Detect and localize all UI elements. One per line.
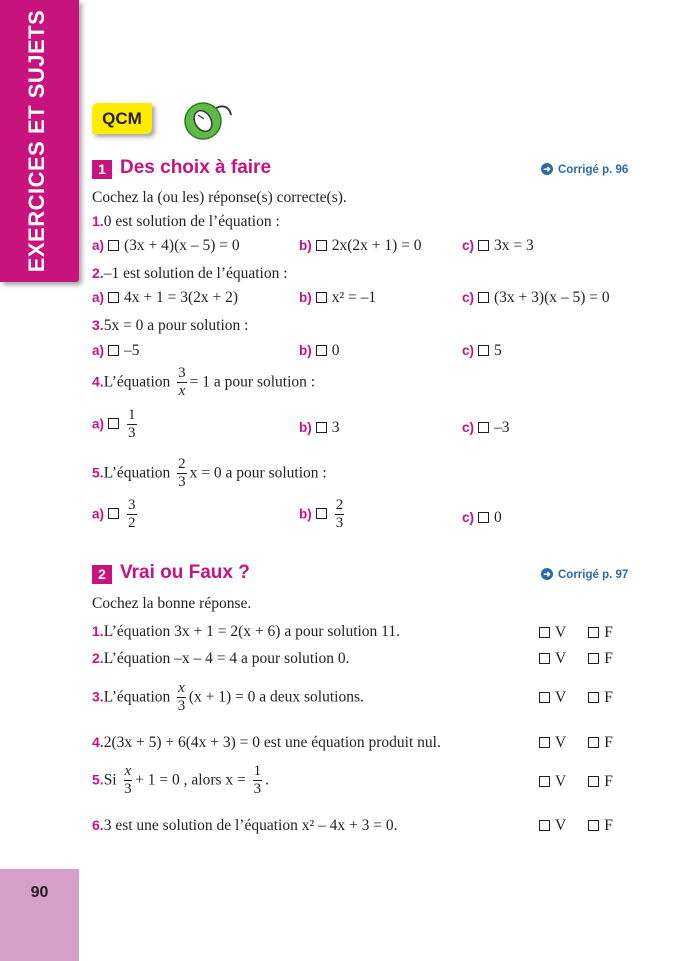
exercise-2-instruction: Cochez la bonne réponse.	[92, 595, 252, 612]
corrige-label: Corrigé p. 96	[558, 164, 629, 177]
checkbox[interactable]	[478, 422, 489, 433]
option-4b[interactable]: b) 3	[299, 419, 340, 436]
exercise-2-corrige-link[interactable]	[541, 569, 628, 581]
question-text: –1 est solution de l’équation :	[103, 265, 288, 282]
vf-row-6: V F	[535, 817, 613, 835]
checkbox[interactable]	[478, 292, 489, 303]
fraction: $\frac{x}{3}$	[124, 763, 132, 798]
checkbox[interactable]	[316, 345, 327, 356]
option-2a[interactable]: a) 4x + 1 = 3(2x + 2)	[92, 289, 239, 306]
option-text: –5	[124, 342, 140, 359]
option-2c[interactable]: c) (3x + 3)(x – 5) = 0	[462, 289, 610, 306]
statement-text: Si	[103, 771, 117, 789]
fraction: $\frac{2}{3}$	[178, 456, 186, 491]
fraction: $\frac{3}{2}$	[128, 497, 136, 532]
fraction: $\frac{3}{x}$	[178, 365, 186, 400]
true-checkbox[interactable]	[539, 737, 550, 748]
option-5c[interactable]: c) 0	[462, 509, 502, 526]
option-text: x² = –1	[331, 289, 377, 306]
statement-text: 2(3x + 5) + 6(4x + 3) = 0 est une équation produit nul.	[103, 734, 441, 751]
checkbox[interactable]	[316, 240, 327, 251]
statement-text: L’équation –x – 4 = 4 a pour solution 0.	[103, 650, 350, 667]
section-title: EXERCICES ET SUJETS	[24, 9, 49, 273]
vf-row-2: V F	[535, 650, 613, 668]
checkbox[interactable]	[316, 422, 327, 433]
true-checkbox[interactable]	[539, 653, 550, 664]
arrow-right-icon: ➜	[541, 163, 553, 175]
option-3c[interactable]: c) 5	[462, 342, 502, 359]
section-sidebar	[0, 0, 79, 282]
statement-4: 4.2(3x + 5) + 6(4x + 3) = 0 est une équation produit nul.	[92, 734, 441, 751]
page-number-bar	[0, 869, 79, 961]
checkbox[interactable]	[478, 240, 489, 251]
false-checkbox[interactable]	[588, 737, 599, 748]
true-checkbox[interactable]	[539, 627, 550, 638]
statement-text: 3 est une solution de l’équation x² – 4x + 3 = 0.	[103, 817, 398, 834]
exercise-1-instruction: Cochez la (ou les) réponse(s) correcte(s).	[92, 189, 347, 206]
question-number: 4.	[92, 373, 104, 390]
question-text: 0 est solution de l’équation :	[103, 213, 280, 230]
question-text-end: x = 0 a pour solution :	[189, 464, 327, 482]
checkbox[interactable]	[108, 418, 119, 429]
fraction: $\frac{1}{3}$	[253, 763, 262, 798]
vf-row-4: V F	[535, 734, 613, 752]
option-text: –3	[494, 419, 510, 436]
page-number: 90	[30, 884, 49, 901]
false-checkbox[interactable]	[588, 692, 599, 703]
question-3	[92, 317, 248, 335]
exercise-1-title: Des choix à faire	[120, 157, 272, 178]
question-1	[92, 213, 280, 231]
checkbox[interactable]	[478, 345, 489, 356]
question-number: 2.	[92, 265, 104, 281]
exercise-1-corrige-link[interactable]	[541, 164, 628, 176]
option-text: 0	[331, 342, 340, 359]
true-checkbox[interactable]	[539, 692, 550, 703]
true-checkbox[interactable]	[539, 820, 550, 831]
question-text: L’équation	[103, 464, 171, 482]
statement-2: 2.L’équation –x – 4 = 4 a pour solution 0.	[92, 650, 350, 667]
qcm-tag	[92, 103, 152, 134]
option-text: 4x + 1 = 3(2x + 2)	[124, 289, 239, 306]
statement-6: 6.3 est une solution de l’équation x² – 4x + 3 = 0.	[92, 817, 398, 834]
question-number: 1.	[92, 213, 104, 229]
statement-5: 5.Si $\frac{x}{3}$ + 1 = 0 , alors x = $\frac{1}{3}$ .	[92, 763, 270, 798]
false-checkbox[interactable]	[588, 820, 599, 831]
checkbox[interactable]	[108, 345, 119, 356]
question-number: 3.	[92, 317, 104, 333]
option-text: 3	[331, 419, 340, 436]
false-checkbox[interactable]	[588, 627, 599, 638]
question-text-end: = 1 a pour solution :	[189, 373, 316, 391]
option-text: 2x(2x + 1) = 0	[331, 237, 422, 254]
arrow-right-icon: ➜	[541, 568, 553, 580]
statement-text-end: (x + 1) = 0 a deux solutions.	[188, 688, 364, 706]
vf-row-1: V F	[535, 624, 613, 642]
option-2b[interactable]: b) x² = –1	[299, 289, 377, 306]
fraction: $\frac{1}{3}$	[128, 407, 136, 442]
fraction: $\frac{x}{3}$	[177, 680, 186, 715]
checkbox[interactable]	[108, 508, 119, 519]
exercise-2-badge: 2	[92, 565, 112, 584]
option-text: (3x + 4)(x – 5) = 0	[124, 237, 240, 254]
true-checkbox[interactable]	[539, 776, 550, 787]
question-2	[92, 265, 288, 283]
fraction: $\frac{2}{3}$	[335, 497, 344, 532]
question-text: L’équation	[103, 373, 171, 391]
option-5b[interactable]: b) $\frac{2}{3}$	[299, 497, 344, 532]
option-4a[interactable]: a) $\frac{1}{3}$	[92, 407, 136, 442]
option-3a[interactable]: a) –5	[92, 342, 140, 359]
question-5	[92, 456, 327, 492]
statement-1: 1.L’équation 3x + 1 = 2(x + 6) a pour solution 11.	[92, 623, 400, 640]
false-checkbox[interactable]	[588, 776, 599, 787]
statement-3: 3.L’équation $\frac{x}{3}$ (x + 1) = 0 a deux solutions.	[92, 680, 364, 715]
checkbox[interactable]	[316, 292, 327, 303]
statement-text-mid: + 1 = 0 , alors x =	[135, 771, 246, 789]
option-text: 0	[494, 509, 502, 526]
option-1c[interactable]: c) 3x = 3	[462, 237, 534, 254]
corrige-label: Corrigé p. 97	[558, 569, 629, 582]
question-4	[92, 365, 315, 401]
false-checkbox[interactable]	[588, 653, 599, 664]
question-number: 5.	[92, 464, 104, 481]
option-4c[interactable]: c) –3	[462, 419, 510, 436]
checkbox[interactable]	[478, 512, 489, 523]
option-5a[interactable]: a) $\frac{3}{2}$	[92, 497, 136, 532]
checkbox[interactable]	[108, 240, 119, 251]
computer-mouse-icon	[181, 99, 235, 141]
option-1b[interactable]: b) 2x(2x + 1) = 0	[299, 237, 422, 254]
statement-text: L’équation	[103, 688, 171, 706]
exercise-1-badge: 1	[92, 160, 112, 179]
vf-row-5: V F	[535, 773, 613, 791]
qcm-label: QCM	[102, 109, 142, 128]
option-text: (3x + 3)(x – 5) = 0	[494, 289, 610, 306]
checkbox[interactable]	[316, 508, 327, 519]
vf-row-3: V F	[535, 689, 613, 707]
statement-text: L’équation 3x + 1 = 2(x + 6) a pour solution 11.	[103, 623, 400, 640]
option-text: 5	[494, 342, 502, 359]
option-3b[interactable]: b) 0	[299, 342, 340, 359]
option-text: 3x = 3	[494, 237, 534, 254]
checkbox[interactable]	[108, 292, 119, 303]
question-text: 5x = 0 a pour solution :	[103, 317, 249, 334]
option-1a[interactable]: a) (3x + 4)(x – 5) = 0	[92, 237, 240, 254]
exercise-2-title: Vrai ou Faux ?	[120, 562, 250, 583]
